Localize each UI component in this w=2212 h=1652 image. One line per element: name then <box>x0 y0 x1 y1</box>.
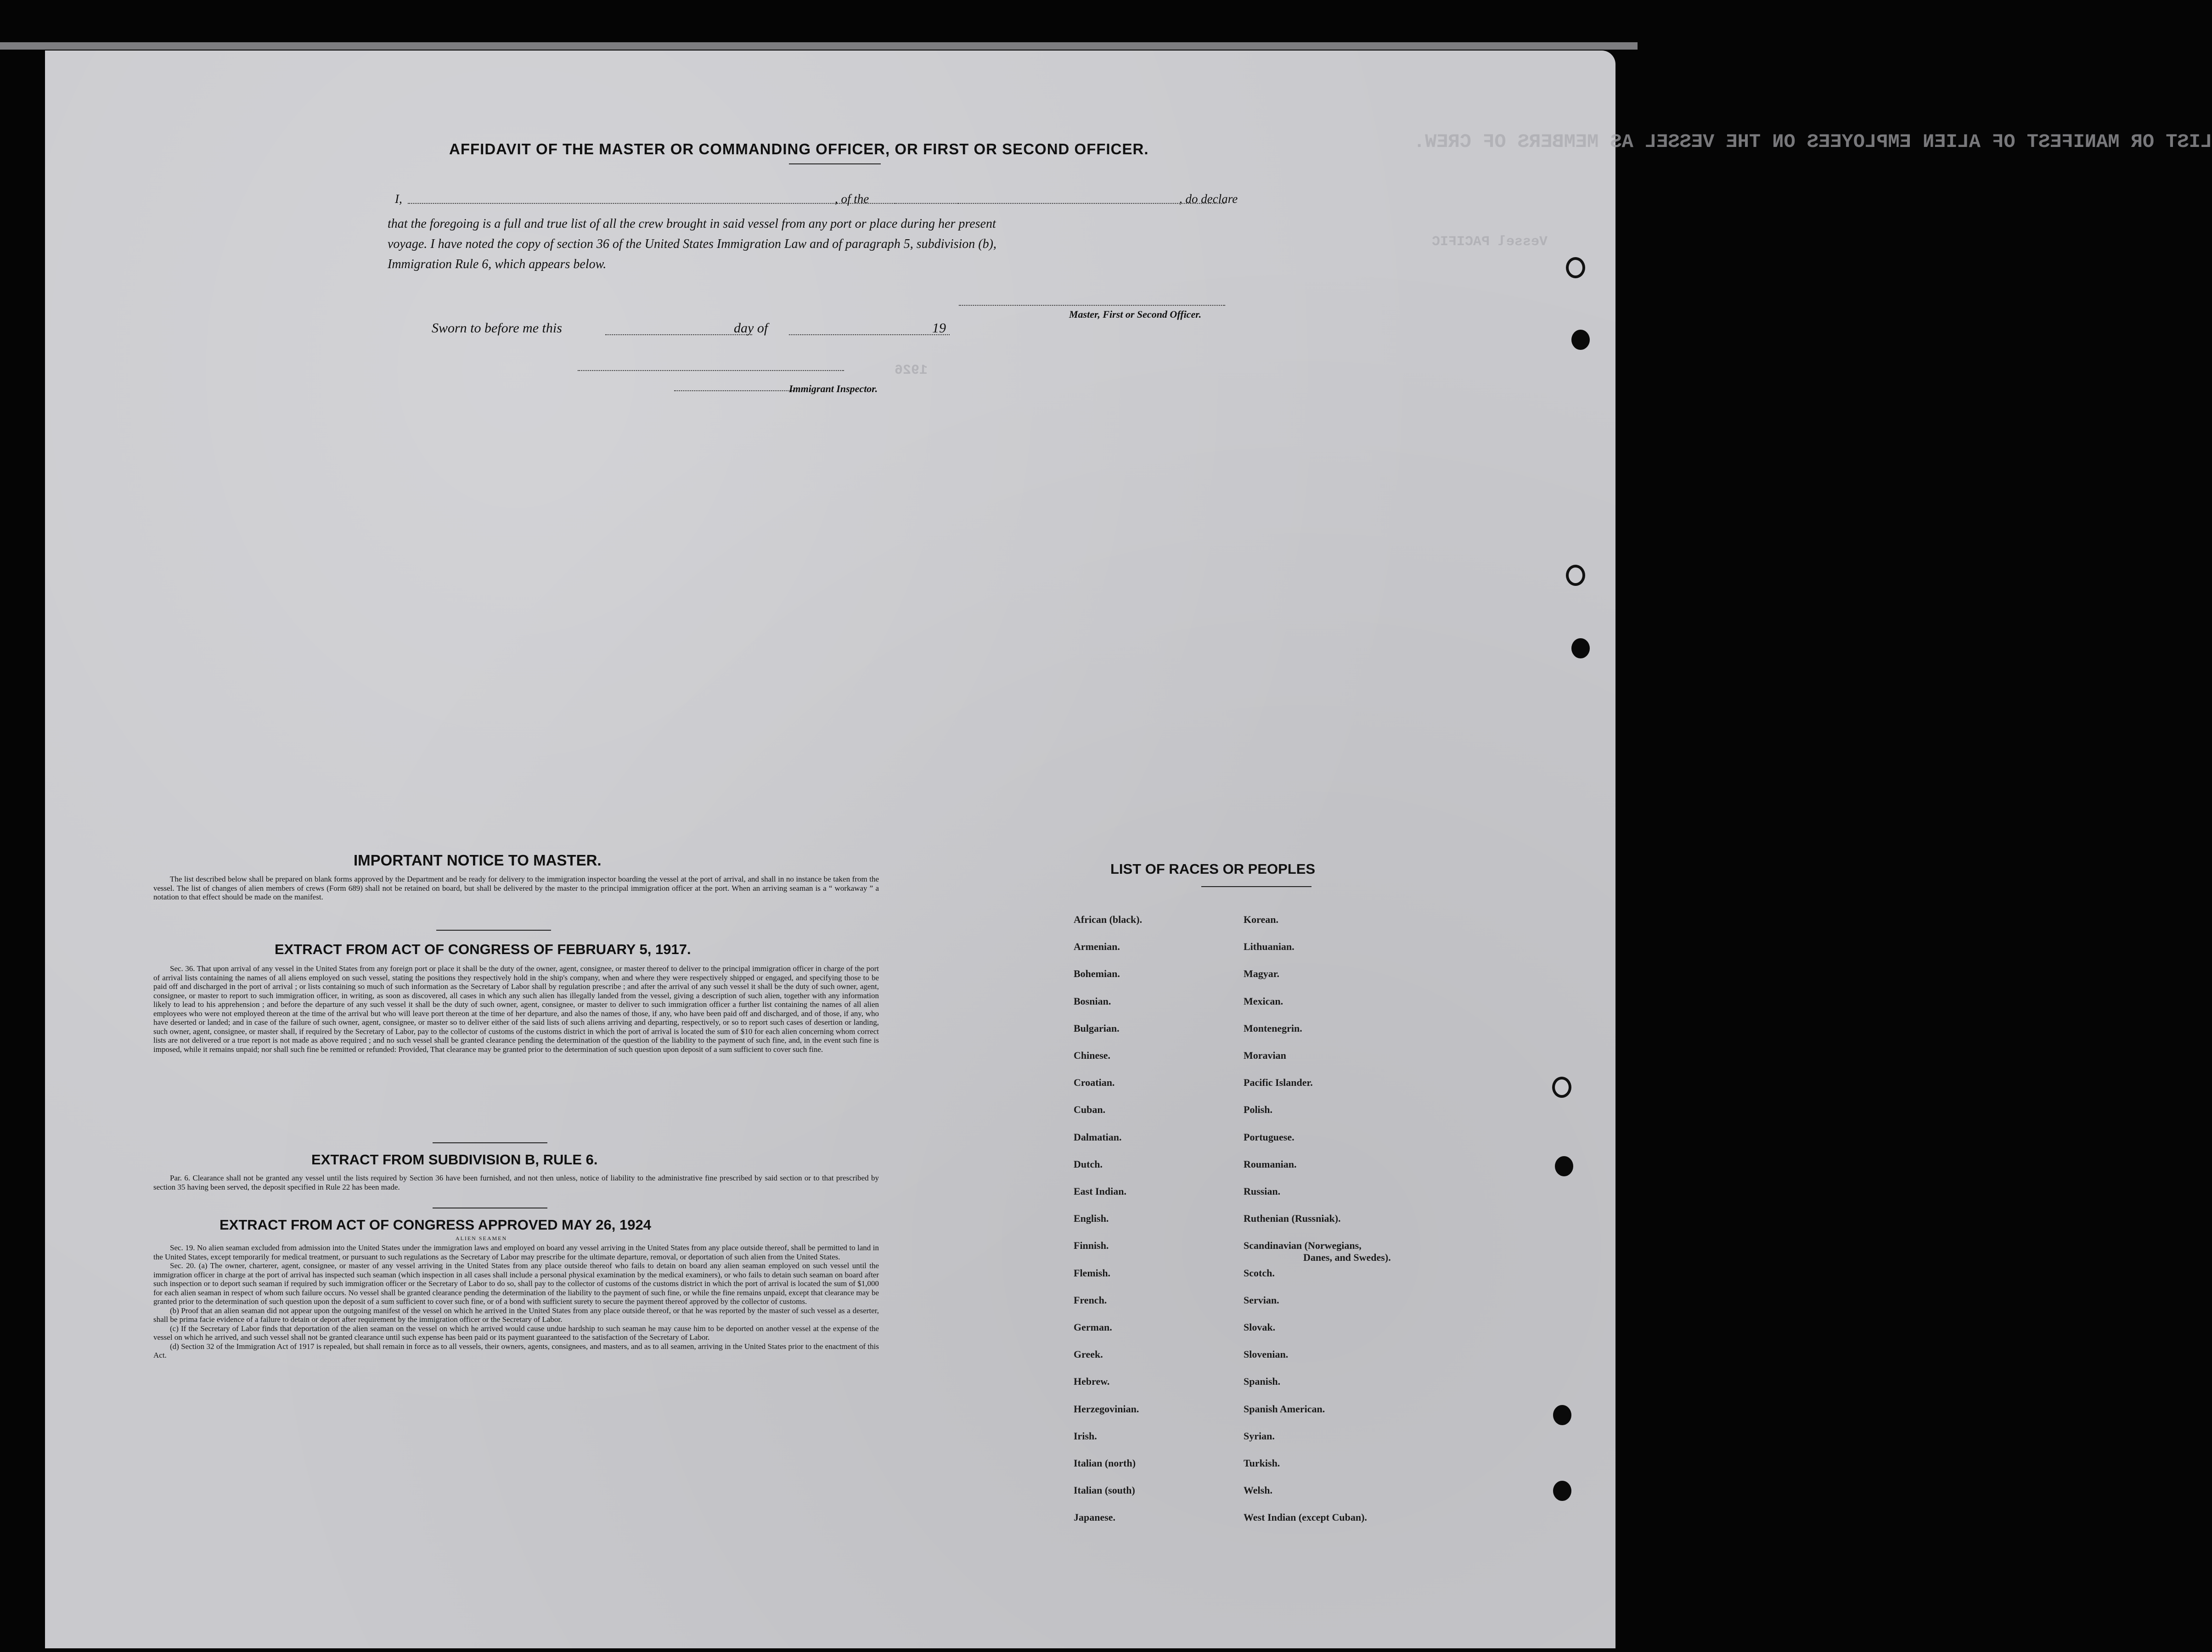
race-item: Slovenian. <box>1244 1349 1289 1360</box>
binder-hole <box>1553 1405 1571 1425</box>
race-item: Spanish. <box>1244 1376 1281 1388</box>
race-scandinavian-continued: Danes, and Swedes). <box>1303 1252 1391 1263</box>
rule6-text: Par. 6. Clearance shall not be granted any vessel until the lists required by Section 36 have been furnished, and not then unless, notice of liability to the administrative fine prescribed by said section or to that prescribed by section 35 having been served, the deposit specified in Rule 22 has been made. <box>153 1174 879 1191</box>
bleed-vessel: Vessel PACIFIC <box>1432 234 1548 250</box>
race-item: West Indian (except Cuban). <box>1244 1512 1367 1523</box>
extract1924-title: EXTRACT FROM ACT OF CONGRESS APPROVED MAY 26, 1924 <box>220 1217 651 1233</box>
race-item: Scandinavian (Norwegians, <box>1244 1240 1362 1252</box>
race-item: Korean. <box>1244 914 1278 925</box>
race-item: Dutch. <box>1074 1158 1103 1170</box>
inspector-line <box>674 390 794 391</box>
race-item: Cuban. <box>1074 1104 1106 1116</box>
day-of-label: day of <box>734 320 768 336</box>
affidavit-divider <box>789 163 881 164</box>
affidavit-do-declare: , do declare <box>1179 192 1238 206</box>
document-page <box>45 51 2212 1648</box>
binder-hole <box>1555 1156 1573 1176</box>
race-item: Russian. <box>1244 1186 1281 1197</box>
race-item: Greek. <box>1074 1349 1103 1360</box>
race-item: Spanish American. <box>1244 1403 1325 1415</box>
race-item: Bosnian. <box>1074 995 1111 1007</box>
race-item: Finnish. <box>1074 1240 1109 1252</box>
race-item: Montenegrin. <box>1244 1022 1302 1034</box>
race-item: Welsh. <box>1244 1484 1272 1496</box>
race-item: Italian (south) <box>1074 1484 1135 1496</box>
race-item: Chinese. <box>1074 1050 1111 1061</box>
race-item: Pacific Islander. <box>1244 1077 1313 1089</box>
inspector-label: Immigrant Inspector. <box>789 383 878 394</box>
master-signature-label: Master, First or Second Officer. <box>1069 309 1202 320</box>
extract1924-sec20b: (b) Proof that an alien seaman did not appear upon the outgoing manifest of the vessel on which he arrived in the United States from any place outside thereof, or that he was reported by the master of such vessel as a deserter, shall be prima facie evidence of a failure to detain or deport after requirement by the immigration officer or the Secretary of Labor. <box>153 1306 879 1324</box>
race-item: Bulgarian. <box>1074 1022 1120 1034</box>
bleed-header: LIST OR MANIFEST OF ALIEN EMPLOYEES ON THE VESSEL AS MEMBERS OF CREW. <box>1413 131 2212 153</box>
race-item: Scotch. <box>1244 1267 1275 1279</box>
race-item: Bohemian. <box>1074 968 1120 980</box>
race-item: Italian (north) <box>1074 1457 1136 1469</box>
races-title: LIST OF RACES OR PEOPLES <box>1110 861 1316 877</box>
binder-hole <box>1566 565 1585 586</box>
race-item: German. <box>1074 1321 1112 1333</box>
affidavit-line1: that the foregoing is a full and true list of all the crew brought in said vessel from any port or place during her present <box>388 217 996 231</box>
inspector-signature-field[interactable] <box>578 370 844 371</box>
vessel-field[interactable] <box>895 203 1225 204</box>
rule6-title: EXTRACT FROM SUBDIVISION B, RULE 6. <box>311 1152 598 1168</box>
extract1924-subtitle: ALIEN SEAMEN <box>455 1235 507 1242</box>
race-item: French. <box>1074 1294 1107 1306</box>
divider-2 <box>433 1142 547 1143</box>
binder-hole <box>1552 1077 1571 1098</box>
extract1924-sec20c: (c) If the Secretary of Labor finds that deportation of the alien seaman on the vessel on which he arrived would cause undue hardship to such seaman he may cause him to be deported on another vessel at the expense of the vessel on which he arrived, and such vessel shall not be granted clearance until such expense has been paid or its payment guaranteed to the satisfaction of the Secretary of Labor. <box>153 1324 879 1342</box>
sworn-day-field[interactable] <box>605 334 752 335</box>
race-item: Herzegovinian. <box>1074 1403 1139 1415</box>
affidavit-i: I, <box>395 192 402 206</box>
race-item: Hebrew. <box>1074 1376 1110 1388</box>
sworn-month-field[interactable] <box>789 334 950 335</box>
affidavit-line2: voyage. I have noted the copy of section 36 of the United States Immigration Law and of paragraph 5, subdivision (b), <box>388 237 996 251</box>
extract1924-sec20d: (d) Section 32 of the Immigration Act of 1917 is repealed, but shall remain in force as to all vessels, their owners, agents, consignees, and masters, and as to all seamen, arriving in the United States prior to the enactment of this Act. <box>153 1342 879 1360</box>
affidavit-line3: Immigration Rule 6, which appears below. <box>388 257 607 271</box>
year-prefix: 19 <box>932 320 946 336</box>
race-item: Mexican. <box>1244 995 1283 1007</box>
race-item: Armenian. <box>1074 941 1120 953</box>
race-item: Ruthenian (Russniak). <box>1244 1213 1341 1225</box>
races-divider <box>1201 886 1311 887</box>
race-item: Servian. <box>1244 1294 1279 1306</box>
extract1924-sec20a: Sec. 20. (a) The owner, charterer, agent, consignee, or master of any vessel arriving in the United States from any place outside thereof who fails to detain on board any alien seaman employed on such vessel until the immigration officer in charge at the port of arrival has inspected such seaman (which inspection in all cases shall include a personal physical examination by the medical examiners), or who fails to detain such seaman on board after such inspection or to deport such seaman if required by such immigration officer or the Secretary of Labor to do so, shall pay to the collector of customs of the customs district in which the port of arrival is located the sum of $1,000 for each alien seaman in respect of whom such failure occurs. No vessel shall be granted clearance pending the determination of the liability to the payment of such fine, or while the fine remains unpaid, except that clearance may be granted prior to the determination of such question upon the deposit of a sum sufficient to cover such fine, or of a bond with sufficient surety to secure the payment thereof approved by the collector of customs. <box>153 1261 879 1306</box>
bleed-year: 1926 <box>895 363 928 378</box>
sworn-label: Sworn to before me this <box>432 320 562 336</box>
race-item: Portuguese. <box>1244 1131 1295 1143</box>
race-item: Moravian <box>1244 1050 1286 1061</box>
affidavit-of-the: , of the <box>835 192 869 206</box>
race-item: English. <box>1074 1213 1109 1225</box>
race-item: African (black). <box>1074 914 1143 925</box>
binder-hole <box>1566 257 1585 278</box>
race-item: Polish. <box>1244 1104 1272 1116</box>
race-item: Croatian. <box>1074 1077 1115 1089</box>
race-item: Turkish. <box>1244 1457 1280 1469</box>
binder-hole <box>1553 1481 1571 1501</box>
race-item: Irish. <box>1074 1430 1097 1442</box>
extract1924-body <box>153 1243 879 1360</box>
binder-hole <box>1571 330 1590 350</box>
notice-title: IMPORTANT NOTICE TO MASTER. <box>354 852 602 869</box>
race-item: Lithuanian. <box>1244 941 1295 953</box>
race-item: Flemish. <box>1074 1267 1111 1279</box>
master-signature-field[interactable] <box>959 305 1225 306</box>
affidavit-title: AFFIDAVIT OF THE MASTER OR COMMANDING OFFICER, OR FIRST OR SECOND OFFICER. <box>449 140 1149 157</box>
binder-hole <box>1571 638 1590 658</box>
notice-text: The list described below shall be prepared on blank forms approved by the Department and be ready for delivery to the immigration inspector boarding the vessel at the port of arrival, and shall in no instance be taken from the vessel. The list of changes of alien members of crews (Form 689) shall not be retained on board, but shall be delivered by the master to the principal immigration officer at the port. When an arriving seaman is a “ workaway ” a notation to that effect should be made on the manifest. <box>153 875 879 901</box>
race-item: Dalmatian. <box>1074 1131 1122 1143</box>
divider-1 <box>436 930 551 931</box>
top-edge-strip <box>0 42 1638 50</box>
race-item: East Indian. <box>1074 1186 1126 1197</box>
extract1917-title: EXTRACT FROM ACT OF CONGRESS OF FEBRUARY 5, 1917. <box>275 941 691 957</box>
extract1917-text: Sec. 36. That upon arrival of any vessel in the United States from any foreign port or place it shall be the duty of the owner, agent, consignee, or master thereof to deliver to the principal immigration officer in charge of the port of arrival lists containing the names of all aliens employed on such vessel, stating the positions they respectively hold in the ship's company, when and where they were respectively shipped or engaged, and specifying those to be paid off and discharged in the port of arrival ; or lists containing so much of such information as the Secretary of Labor shall by regulation prescribe ; and after the arrival of any such vessel it shall be the duty of such owner, agent, consignee, or master to report to such immigration officer, in writing, as soon as discovered, all cases in which any such alien has illegally landed from the vessel, giving a description of such alien, together with any information likely to lead to his apprehension ; and before the departure of any such vessel it shall be the duty of such owner, agent, consignee, or master to deliver to such immigration officer a further list containing the names of all alien employees who were not employed thereon at the time of the arrival but who will leave port thereon at the time of her departure, and also the names of those, if any, who have been paid off and discharged, and of those, if any, who have deserted or landed; and in case of the failure of such owner, agent, consignee, or master so to deliver either of the said lists of such aliens arriving and departing, respectively, or so to report such cases of desertion or landing, such owner, agent, consignee, or master shall, if required by the Secretary of Labor, pay to the collector of customs of the customs district in which the port of arrival is located the sum of $10 for each alien concerning whom correct lists are not delivered or a true report is not made as above required ; and no such vessel shall be granted clearance pending the determination of the question of the liability to the payment of such fine, and, in the event such fine is imposed, while it remains unpaid; nor shall such fine be remitted or refunded: Provided, That clearance may be granted prior to the determination of such question upon deposit of a sum sufficient to cover such fine. <box>153 964 879 1054</box>
race-item: Magyar. <box>1244 968 1280 980</box>
race-item: Slovak. <box>1244 1321 1276 1333</box>
race-item: Syrian. <box>1244 1430 1275 1442</box>
name-field[interactable] <box>408 203 959 204</box>
extract1924-sec19: Sec. 19. No alien seaman excluded from admission into the United States under the immigration laws and employed on board any vessel arriving in the United States from any place outside thereof, shall be permitted to land in the United States, except temporarily for medical treatment, or pursuant to such regulations as the Secretary of Labor may prescribe for the ultimate departure, removal, or deportation of such alien from the United States. <box>153 1243 879 1261</box>
race-item: Roumanian. <box>1244 1158 1297 1170</box>
race-item: Japanese. <box>1074 1512 1116 1523</box>
